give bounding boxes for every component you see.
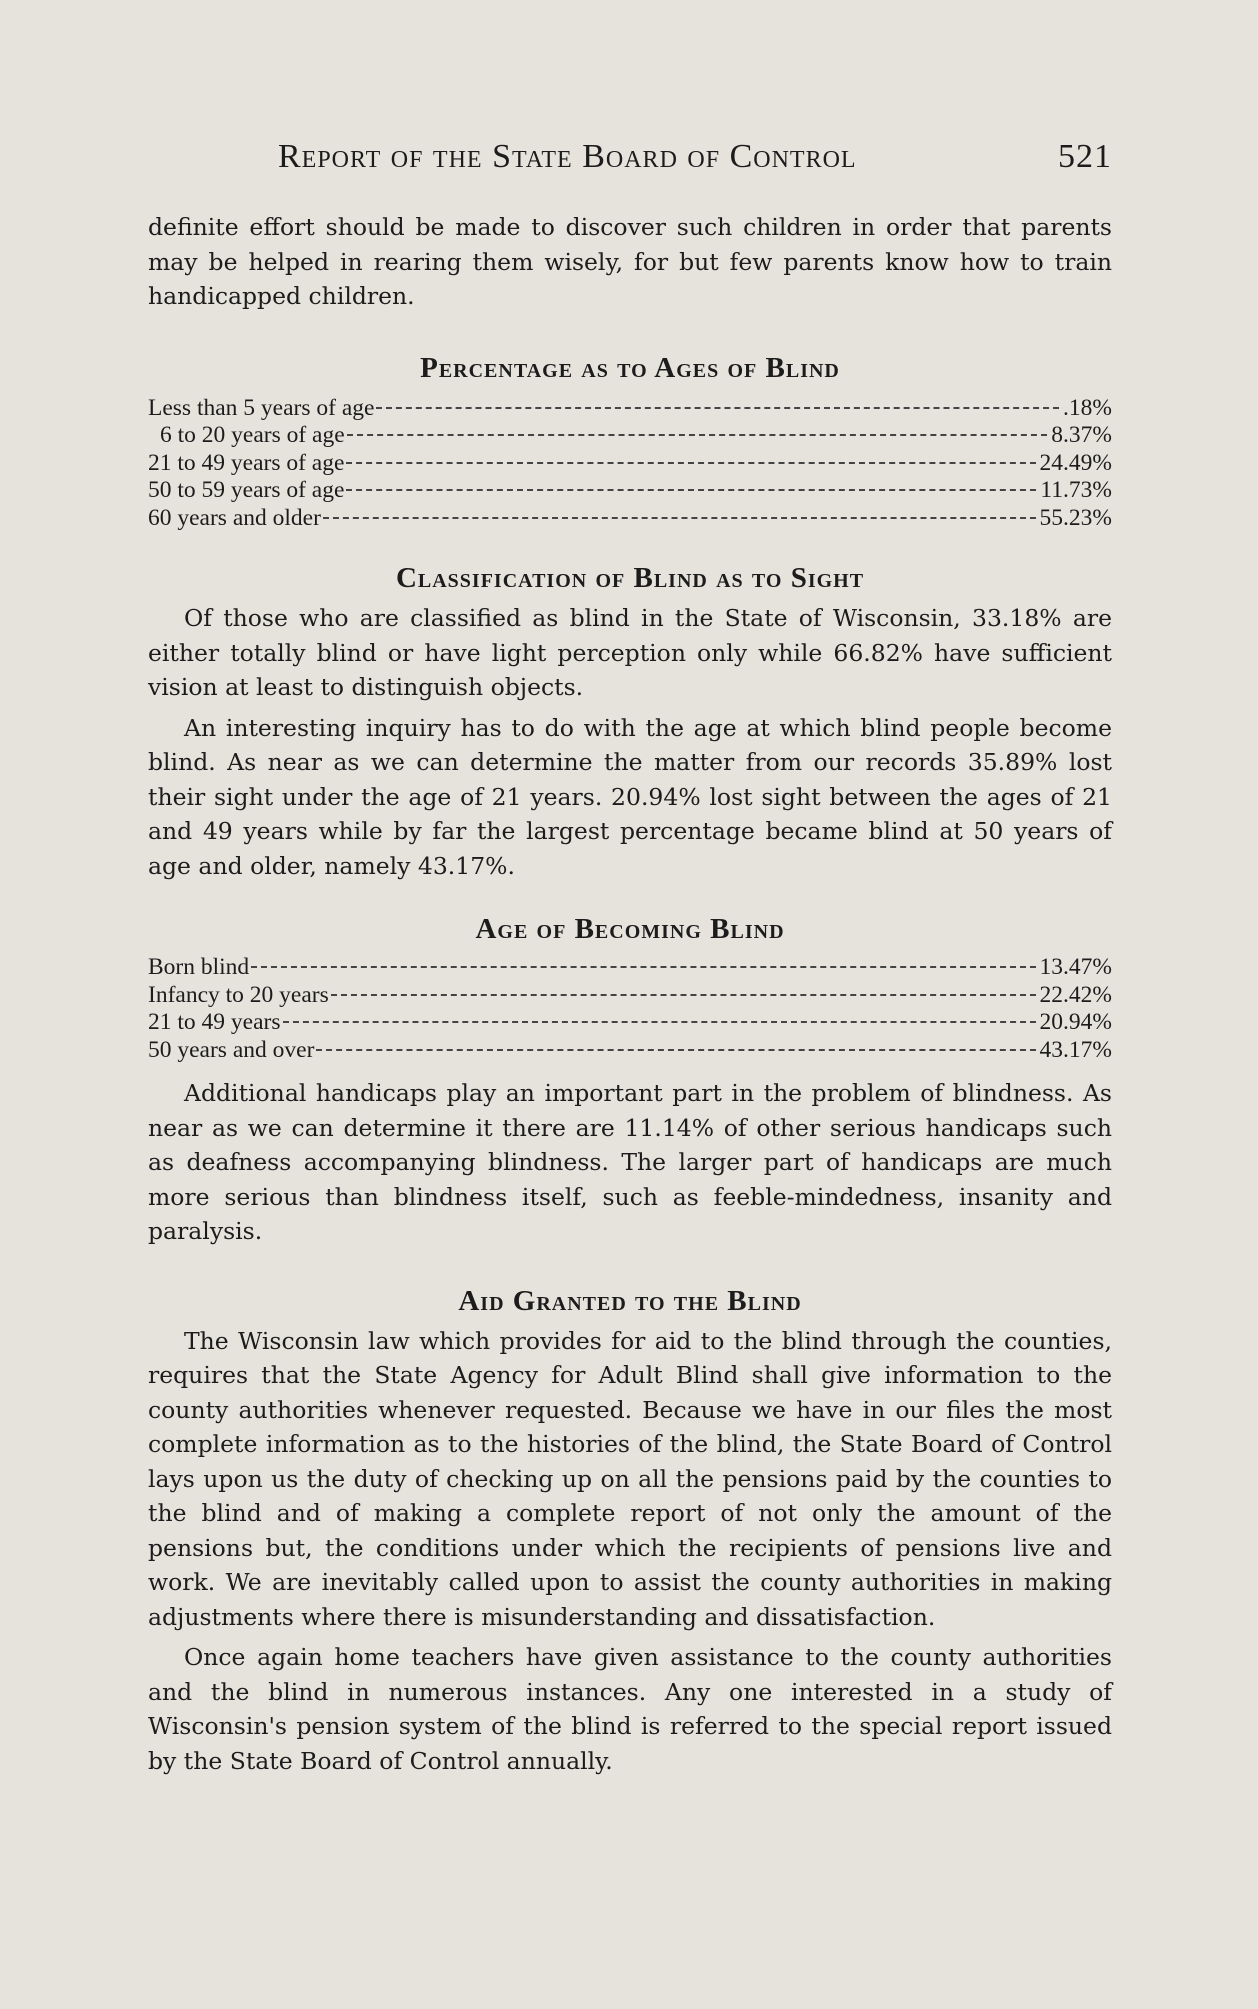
row-label: 21 to 49 years of age bbox=[148, 449, 345, 476]
table-row bbox=[148, 982, 1112, 1010]
table-row bbox=[148, 422, 1112, 450]
table-row bbox=[148, 395, 1112, 423]
dot-leader bbox=[251, 965, 1035, 968]
aid-paragraph-1: The Wisconsin law which provides for aid to the blind through the counties, requires that the State Agency for Adult Blind shall give information to the county authorities whenever requested. Because we have in our files the most complete information as to the histories of the blind, the State Board of Control lays upon us the duty of checking up on all the pensions paid by the counties to the blind and of making a complete report of not only the amount of the pensions but, the conditions under which the recipients of pensions live and work. We are inevitably called upon to assist the county authorities in making adjustments where there is misunderstanding and dissatisfaction. bbox=[148, 1326, 1112, 1631]
row-value: 8.37% bbox=[1051, 422, 1112, 448]
row-label: 21 to 49 years bbox=[148, 1009, 281, 1035]
table-row bbox=[148, 1037, 1112, 1065]
row-label: 50 years and over bbox=[148, 1036, 315, 1063]
row-value: 55.23% bbox=[1039, 504, 1112, 531]
running-title: Report of the State Board of Control bbox=[278, 138, 857, 175]
dot-leader bbox=[331, 993, 1036, 996]
classification-paragraph-2: An interesting inquiry has to do with the age at which blind people become blind. As near as we can determine the matter from our records 35.89% lost their sight under the age of 21 years. 20.94% lost sight between the ages of 21 and 49 years while by far the largest percentage became blind at 50 years of age and older, namely 43.17%. bbox=[148, 713, 1112, 880]
dot-leader bbox=[347, 433, 1048, 436]
ages-of-blind-title: Percentage as to Ages of Blind bbox=[420, 351, 840, 384]
dot-leader bbox=[346, 461, 1035, 464]
row-value: 24.49% bbox=[1039, 449, 1112, 476]
row-label: 50 to 59 years of age bbox=[148, 477, 345, 503]
aid-title: Aid Granted to the Blind bbox=[458, 1284, 802, 1317]
table-row bbox=[148, 954, 1112, 982]
intro-paragraph: definite effort should be made to discover such children in order that parents may be helped in rearing them wisely, for but few parents know how to train handicapped children. bbox=[148, 213, 1112, 310]
dot-leader bbox=[346, 488, 1036, 491]
classification-title: Classification of Blind as to Sight bbox=[395, 562, 865, 594]
table-row bbox=[148, 450, 1112, 478]
running-header bbox=[148, 128, 1112, 188]
row-value: 43.17% bbox=[1039, 1036, 1112, 1063]
table-row bbox=[148, 477, 1112, 505]
row-label: Born blind bbox=[148, 954, 250, 980]
becoming-blind-title: Age of Becoming Blind bbox=[475, 913, 785, 945]
dot-leader bbox=[316, 1048, 1035, 1051]
document-page bbox=[148, 128, 1112, 1784]
handicaps-paragraph: Additional handicaps play an important part in the problem of blindness. As near as we can determine it there are 11.14% of other serious handicaps such as deafness accompanying blindness. The larger part of handicaps are much more serious than blindness itself, such as feeble-mindedness, insanity and paralysis. bbox=[148, 1079, 1112, 1245]
row-value: 20.94% bbox=[1039, 1009, 1112, 1035]
table-row bbox=[148, 1009, 1112, 1037]
dot-leader bbox=[323, 516, 1036, 519]
row-label: 60 years and older bbox=[148, 504, 321, 531]
table-row bbox=[148, 505, 1112, 533]
row-label: Infancy to 20 years bbox=[148, 981, 329, 1008]
row-value: .18% bbox=[1063, 394, 1112, 421]
ages-of-blind-table bbox=[148, 395, 1112, 533]
page-number: 521 bbox=[1058, 138, 1112, 175]
row-value: 11.73% bbox=[1040, 477, 1112, 503]
aid-paragraph-2: Once again home teachers have given assistance to the county authorities and the blind in numerous instances. Any one interested in a study of Wisconsin's pension system of the blind is referred to the special report issued by the State Board of Control annually. bbox=[148, 1643, 1112, 1775]
row-value: 22.42% bbox=[1039, 981, 1112, 1008]
becoming-blind-table bbox=[148, 954, 1112, 1064]
row-label: 6 to 20 years of age bbox=[160, 422, 345, 448]
dot-leader bbox=[283, 1020, 1036, 1023]
row-value: 13.47% bbox=[1039, 954, 1112, 980]
row-label: Less than 5 years of age bbox=[148, 394, 375, 421]
dot-leader bbox=[376, 406, 1059, 409]
classification-paragraph-1: Of those who are classified as blind in the State of Wisconsin, 33.18% are either totally blind or have light perception only while 66.82% have sufficient vision at least to distinguish objects. bbox=[148, 604, 1112, 701]
